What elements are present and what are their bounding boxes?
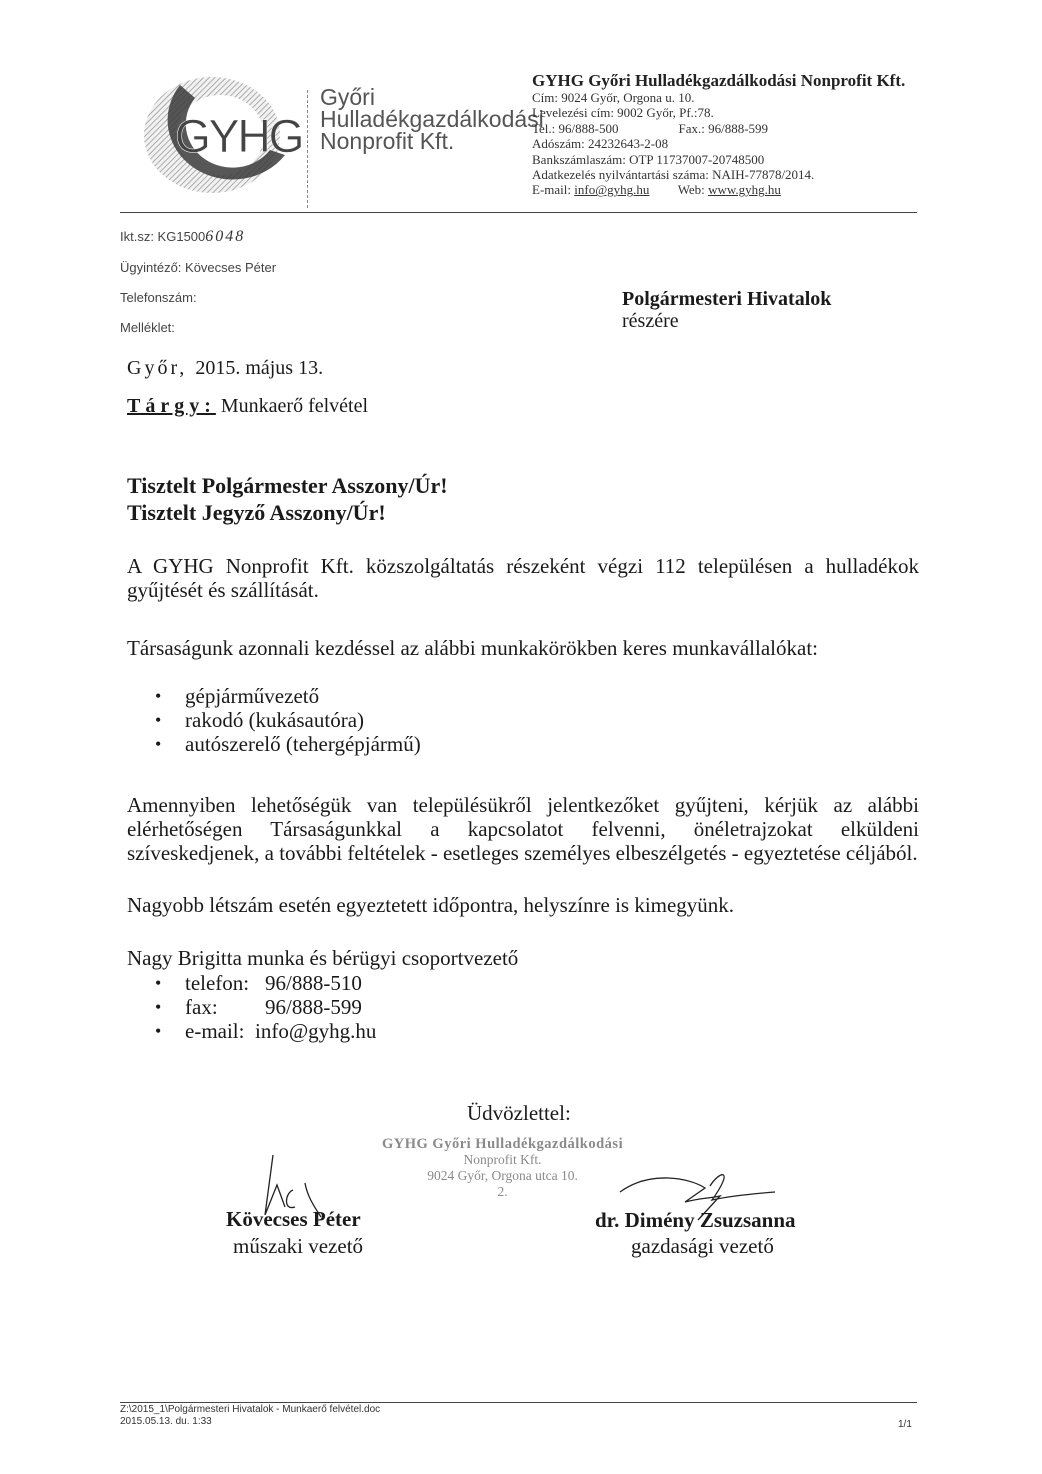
subject-label: Tárgy: — [127, 395, 216, 417]
footer-file-path: Z:\2015_1\Polgármesteri Hivatalok - Munkaerő felvétel.doc — [120, 1404, 381, 1415]
logo-company-name — [320, 86, 544, 152]
reference-handwritten: 6048 — [205, 228, 246, 245]
logo-graphic — [120, 70, 310, 200]
logo-name-line: Győri — [320, 84, 375, 110]
salutation-line: Tisztelt Polgármester Asszony/Úr! — [127, 473, 448, 498]
body-paragraph-intro: A GYHG Nonprofit Kft. közszolgáltatás részeként végzi 112 településen a hulladékok gyűjtését és szállítását. — [127, 554, 919, 602]
handler-field: Ügyintéző: Kövecses Péter — [120, 260, 277, 275]
company-details — [532, 71, 905, 198]
company-address: Cím: 9024 Győr, Orgona u. 10. — [532, 90, 695, 105]
letter-subject — [127, 395, 368, 418]
list-item: • autószerelő (tehergépjármű) — [155, 732, 421, 756]
stamp-line: GYHG Győri Hulladékgazdálkodási — [382, 1136, 624, 1152]
company-stamp — [382, 1136, 623, 1200]
footer-info — [120, 1404, 380, 1428]
company-data-registration: Adatkezelés nyilvántartási száma: NAIH-77878/2014. — [532, 167, 815, 183]
header-rule — [120, 212, 917, 213]
stamp-line: Nonprofit Kft. — [463, 1152, 542, 1167]
job-list — [155, 684, 421, 756]
logo-divider — [307, 90, 309, 208]
body-paragraph-onsite: Nagyobb létszám esetén egyeztetett időpontra, helyszínre is kimegyünk. — [127, 893, 735, 917]
signatory-title: gazdasági vezető — [631, 1234, 774, 1258]
logo-name-line: Hulladékgazdálkodási — [320, 106, 544, 132]
stamp-line: 9024 Győr, Orgona utca 10. — [427, 1168, 578, 1183]
recipient-name: Polgármesteri Hivatalok — [622, 288, 832, 310]
company-web-link[interactable]: www.gyhg.hu — [708, 182, 781, 198]
footer-rule — [120, 1402, 917, 1403]
letter-date — [127, 357, 323, 380]
reference-label: Ikt.sz: KG1500 — [120, 229, 206, 244]
contact-key: e-mail: — [185, 1019, 245, 1043]
company-tax-number: Adószám: 24232643-2-08 — [532, 136, 669, 152]
recipient-suffix: részére — [622, 310, 679, 332]
list-item — [155, 995, 376, 1019]
list-item: • gépjárművezető — [155, 684, 421, 708]
body-paragraph-request: Amennyiben lehetőségük van településükről jelentkezőket gyűjteni, kérjük az alábbi elérhetőségen Társaságunkkal a kapcsolatot felvenni, önéletrajzokat elküldeni szíveskedjenek, a további feltételek - esetleges személyes elbeszélgetés - egyeztetése céljából. — [127, 793, 919, 865]
date-value: 2015. május 13. — [195, 357, 324, 379]
attachment-field: Melléklet: — [120, 320, 175, 335]
signatory-name: Kövecses Péter — [226, 1207, 361, 1231]
contact-value: info@gyhg.hu — [255, 1019, 377, 1043]
contact-list — [155, 971, 376, 1043]
signatory-name: dr. Dimény Zsuzsanna — [595, 1208, 796, 1232]
body-paragraph-jobs-intro: Társaságunk azonnali kezdéssel az alábbi munkakörökben keres munkavállalókat: — [127, 636, 818, 660]
company-logo — [120, 70, 310, 200]
contact-value: 96/888-510 — [265, 971, 362, 995]
page-number: 1/1 — [898, 1419, 912, 1430]
logo-letters: GYHG — [175, 110, 303, 162]
date-city: Győr, — [127, 357, 188, 379]
company-email-link[interactable]: info@gyhg.hu — [574, 182, 650, 198]
list-item — [155, 971, 376, 995]
closing-phrase: Üdvözlettel: — [467, 1101, 571, 1125]
company-postal-address: Levelezési cím: 9002 Győr, Pf.:78. — [532, 105, 714, 121]
contact-value: 96/888-599 — [265, 995, 362, 1019]
contact-key: telefon: — [185, 971, 250, 995]
phone-field: Telefonszám: — [120, 290, 197, 305]
web-label: Web: — [677, 182, 705, 198]
contact-person: Nagy Brigitta munka és bérügyi csoportvezető — [127, 946, 519, 970]
company-fax: Fax.: 96/888-599 — [678, 120, 769, 136]
logo-name-line: Nonprofit Kft. — [320, 128, 455, 154]
footer-timestamp: 2015.05.13. du. 1:33 — [120, 1416, 212, 1427]
salutation — [127, 472, 448, 526]
reference-number — [120, 228, 245, 246]
list-item — [155, 1019, 376, 1043]
company-bank-account: Bankszámlaszám: OTP 11737007-20748500 — [532, 151, 765, 167]
company-tel: Tel.: 96/888-500 — [532, 120, 619, 136]
signatory-title: műszaki vezető — [233, 1234, 364, 1258]
company-name: GYHG Győri Hulladékgazdálkodási Nonprofit Kft. — [532, 71, 906, 90]
email-label: E-mail: — [532, 182, 571, 198]
salutation-line: Tisztelt Jegyző Asszony/Úr! — [127, 500, 386, 525]
subject-text: Munkaerő felvétel — [220, 395, 369, 417]
recipient-block — [622, 288, 831, 332]
contact-key: fax: — [185, 995, 218, 1019]
stamp-line: 2. — [497, 1184, 508, 1199]
list-item: • rakodó (kukásautóra) — [155, 708, 421, 732]
